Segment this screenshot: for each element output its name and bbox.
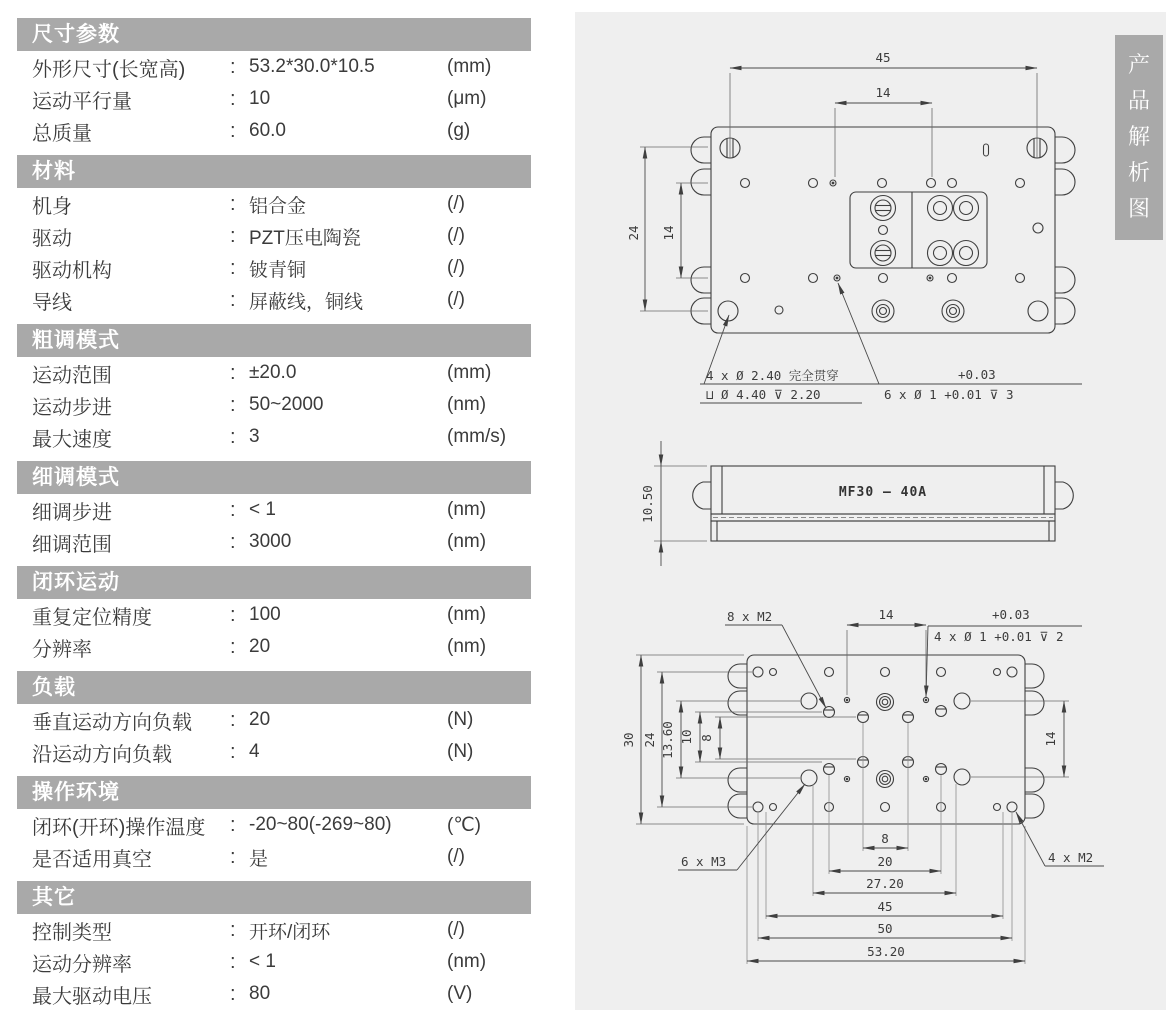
spec-row-unit: (μm) <box>447 88 487 109</box>
spec-row-label: 分辨率 <box>32 638 92 661</box>
section-title: 粗调模式 <box>32 329 120 352</box>
product-diagram-tab[interactable] <box>1115 35 1163 240</box>
spec-row-value: 53.2*30.0*10.5 <box>249 56 375 77</box>
spec-row <box>17 284 531 316</box>
spec-row-unit: (/) <box>447 289 465 310</box>
spec-colon: : <box>230 982 236 1005</box>
spec-colon: : <box>230 119 236 142</box>
label-6xM3: 6 x M3 <box>681 854 727 869</box>
spec-row-label: 驱动 <box>32 227 72 250</box>
spec-row-unit: (mm) <box>447 362 492 383</box>
spec-row-unit: (/) <box>447 257 465 278</box>
spec-colon: : <box>230 603 236 626</box>
spec-row <box>17 494 531 526</box>
spec-row-value: 60.0 <box>249 120 286 141</box>
section-title: 尺寸参数 <box>32 23 120 46</box>
section-header <box>17 461 531 494</box>
spec-colon: : <box>230 845 236 868</box>
spec-row-value: ±20.0 <box>249 362 297 383</box>
spec-row <box>17 357 531 389</box>
technical-drawing <box>575 12 1166 1010</box>
spec-row-value: 100 <box>249 604 281 625</box>
spec-colon: : <box>230 635 236 658</box>
spec-row-value: 20 <box>249 636 271 657</box>
spec-row-label: 控制类型 <box>32 921 112 944</box>
spec-colon: : <box>230 55 236 78</box>
spec-row <box>17 188 531 220</box>
spec-colon: : <box>230 740 236 763</box>
dim-left-10: 10 <box>679 729 694 745</box>
drawing-panel <box>575 12 1166 1010</box>
spec-colon: : <box>230 288 236 311</box>
section-title: 操作环境 <box>32 781 120 804</box>
spec-row <box>17 599 531 631</box>
spec-row <box>17 704 531 736</box>
spec-row-label: 最大速度 <box>32 428 112 451</box>
spec-row <box>17 421 531 453</box>
dim-left-30: 30 <box>621 732 636 748</box>
spec-row <box>17 809 531 841</box>
spec-colon: : <box>230 256 236 279</box>
dim-top-45: 45 <box>875 50 891 65</box>
spec-row-unit: (mm) <box>447 56 492 77</box>
section-title: 负载 <box>32 676 76 699</box>
section-title: 细调模式 <box>32 466 120 489</box>
label-4xM2: 4 x M2 <box>1048 850 1094 865</box>
model-label: MF30 — 40A <box>838 485 928 500</box>
section-header <box>17 776 531 809</box>
section-header <box>17 155 531 188</box>
spec-row-label: 运动分辨率 <box>32 953 132 976</box>
spec-colon: : <box>230 950 236 973</box>
spec-row-value: 3000 <box>249 531 292 552</box>
top-view-plate <box>711 127 1055 333</box>
dim-bottom-top-14: 14 <box>878 607 894 622</box>
spec-row <box>17 252 531 284</box>
spec-row-value: 屏蔽线，铜线 <box>249 291 364 313</box>
spec-colon: : <box>230 813 236 836</box>
dim-bottom-27-20: 27.20 <box>866 876 904 891</box>
spec-colon: : <box>230 361 236 384</box>
spec-row-value: -20~80(-269~80) <box>249 814 392 835</box>
note-bottom-pins-main: 4 x Ø 1 +0.01 ⊽ 2 <box>934 629 1064 644</box>
spec-row-unit: (nm) <box>447 531 487 552</box>
spec-row <box>17 115 531 147</box>
spec-row-label: 细调范围 <box>32 533 112 556</box>
note-pins-main: 6 x Ø 1 +0.01 ⊽ 3 <box>884 387 1014 402</box>
spec-row-value: < 1 <box>249 951 276 972</box>
spec-row-unit: (nm) <box>447 604 487 625</box>
spec-row-label: 导线 <box>32 291 72 314</box>
dim-left-14: 14 <box>661 225 676 241</box>
spec-row-label: 重复定位精度 <box>32 606 152 629</box>
spec-row-unit: (mm/s) <box>447 426 507 447</box>
spec-row-unit: (nm) <box>447 951 487 972</box>
spec-colon: : <box>230 192 236 215</box>
spec-row-value: 铝合金 <box>249 195 307 217</box>
section-header <box>17 18 531 51</box>
bottom-view-plate <box>747 655 1025 824</box>
spec-colon: : <box>230 87 236 110</box>
spec-row-unit: (N) <box>447 709 474 730</box>
dim-bottom-50: 50 <box>877 921 893 936</box>
spec-row-unit: (N) <box>447 741 474 762</box>
spec-row <box>17 526 531 558</box>
spec-colon: : <box>230 918 236 941</box>
section-title: 闭环运动 <box>32 571 120 594</box>
spec-colon: : <box>230 530 236 553</box>
top-view <box>626 50 1082 403</box>
section-title: 材料 <box>32 160 76 183</box>
spec-row-value: 4 <box>249 741 260 762</box>
spec-row <box>17 978 531 1010</box>
product-diagram-tab-label: 产品解析图 <box>1127 52 1150 221</box>
spec-row-label: 驱动机构 <box>32 259 112 282</box>
spec-row <box>17 841 531 873</box>
section-title: 其它 <box>32 886 76 909</box>
spec-row-unit: (nm) <box>447 394 487 415</box>
dim-left-8: 8 <box>699 734 714 742</box>
section-header <box>17 671 531 704</box>
spec-row <box>17 220 531 252</box>
bottom-view <box>621 607 1104 964</box>
spec-row-label: 运动步进 <box>32 396 112 419</box>
section-header <box>17 324 531 357</box>
note-pins-upper: +0.03 <box>958 367 996 382</box>
spec-row-unit: (/) <box>447 225 465 246</box>
spec-row <box>17 736 531 768</box>
spec-row-unit: (nm) <box>447 636 487 657</box>
spec-row-label: 运动范围 <box>32 364 112 387</box>
spec-row <box>17 51 531 83</box>
spec-row <box>17 914 531 946</box>
section-header <box>17 566 531 599</box>
dim-right-14: 14 <box>1043 731 1058 747</box>
dim-bottom-8: 8 <box>881 831 889 846</box>
spec-row-label: 垂直运动方向负载 <box>32 711 192 734</box>
spec-row-unit: (/) <box>447 846 465 867</box>
dim-height-1050: 10.50 <box>640 485 655 523</box>
spec-row-label: 闭环(开环)操作温度 <box>32 816 206 839</box>
spec-row <box>17 946 531 978</box>
spec-colon: : <box>230 224 236 247</box>
side-view <box>640 441 1073 566</box>
spec-row-unit: (g) <box>447 120 471 141</box>
label-8xM2: 8 x M2 <box>727 609 773 624</box>
spec-row <box>17 631 531 663</box>
note-holes-line2: ⊔ Ø 4.40 ⊽ 2.20 <box>706 387 821 402</box>
spec-row-value: 开环/闭环 <box>249 921 331 943</box>
dim-bottom-45: 45 <box>877 899 893 914</box>
spec-row-unit: (nm) <box>447 499 487 520</box>
spec-colon: : <box>230 393 236 416</box>
note-holes-line1: 4 x Ø 2.40 完全贯穿 <box>706 368 839 383</box>
spec-row-unit: (/) <box>447 919 465 940</box>
spec-row-value: 铍青铜 <box>249 259 307 281</box>
spec-row-unit: (V) <box>447 983 473 1004</box>
spec-row-label: 最大驱动电压 <box>32 985 152 1008</box>
spec-colon: : <box>230 708 236 731</box>
spec-row-value: 80 <box>249 983 271 1004</box>
spec-row-value: 3 <box>249 426 260 447</box>
spec-colon: : <box>230 425 236 448</box>
dim-bottom-20: 20 <box>877 854 893 869</box>
spec-row <box>17 83 531 115</box>
spec-row-unit: (℃) <box>447 814 481 836</box>
spec-row-unit: (/) <box>447 193 465 214</box>
spec-row-label: 外形尺寸(长宽高) <box>32 58 186 81</box>
spec-row-label: 沿运动方向负载 <box>32 743 172 766</box>
section-header <box>17 881 531 914</box>
dim-left-24: 24 <box>626 225 641 241</box>
dim-bottom-53-20: 53.20 <box>867 944 905 959</box>
spec-row-label: 运动平行量 <box>32 90 132 113</box>
spec-row-value: PZT压电陶瓷 <box>249 227 361 249</box>
spec-row-label: 是否适用真空 <box>32 848 152 871</box>
spec-row-label: 细调步进 <box>32 501 112 524</box>
dim-left-24: 24 <box>642 732 657 748</box>
spec-row-value: 50~2000 <box>249 394 324 415</box>
dim-top-14: 14 <box>875 85 891 100</box>
spec-row-label: 总质量 <box>32 122 92 145</box>
spec-row-label: 机身 <box>32 195 72 218</box>
spec-row-value: 是 <box>249 848 269 870</box>
spec-row <box>17 389 531 421</box>
spec-row-value: 10 <box>249 88 271 109</box>
spec-row-value: < 1 <box>249 499 276 520</box>
spec-row-value: 20 <box>249 709 271 730</box>
note-bottom-pins-upper: +0.03 <box>992 607 1030 622</box>
spec-colon: : <box>230 498 236 521</box>
spec-table <box>17 18 531 1010</box>
dim-left-13-60: 13.60 <box>660 721 675 759</box>
